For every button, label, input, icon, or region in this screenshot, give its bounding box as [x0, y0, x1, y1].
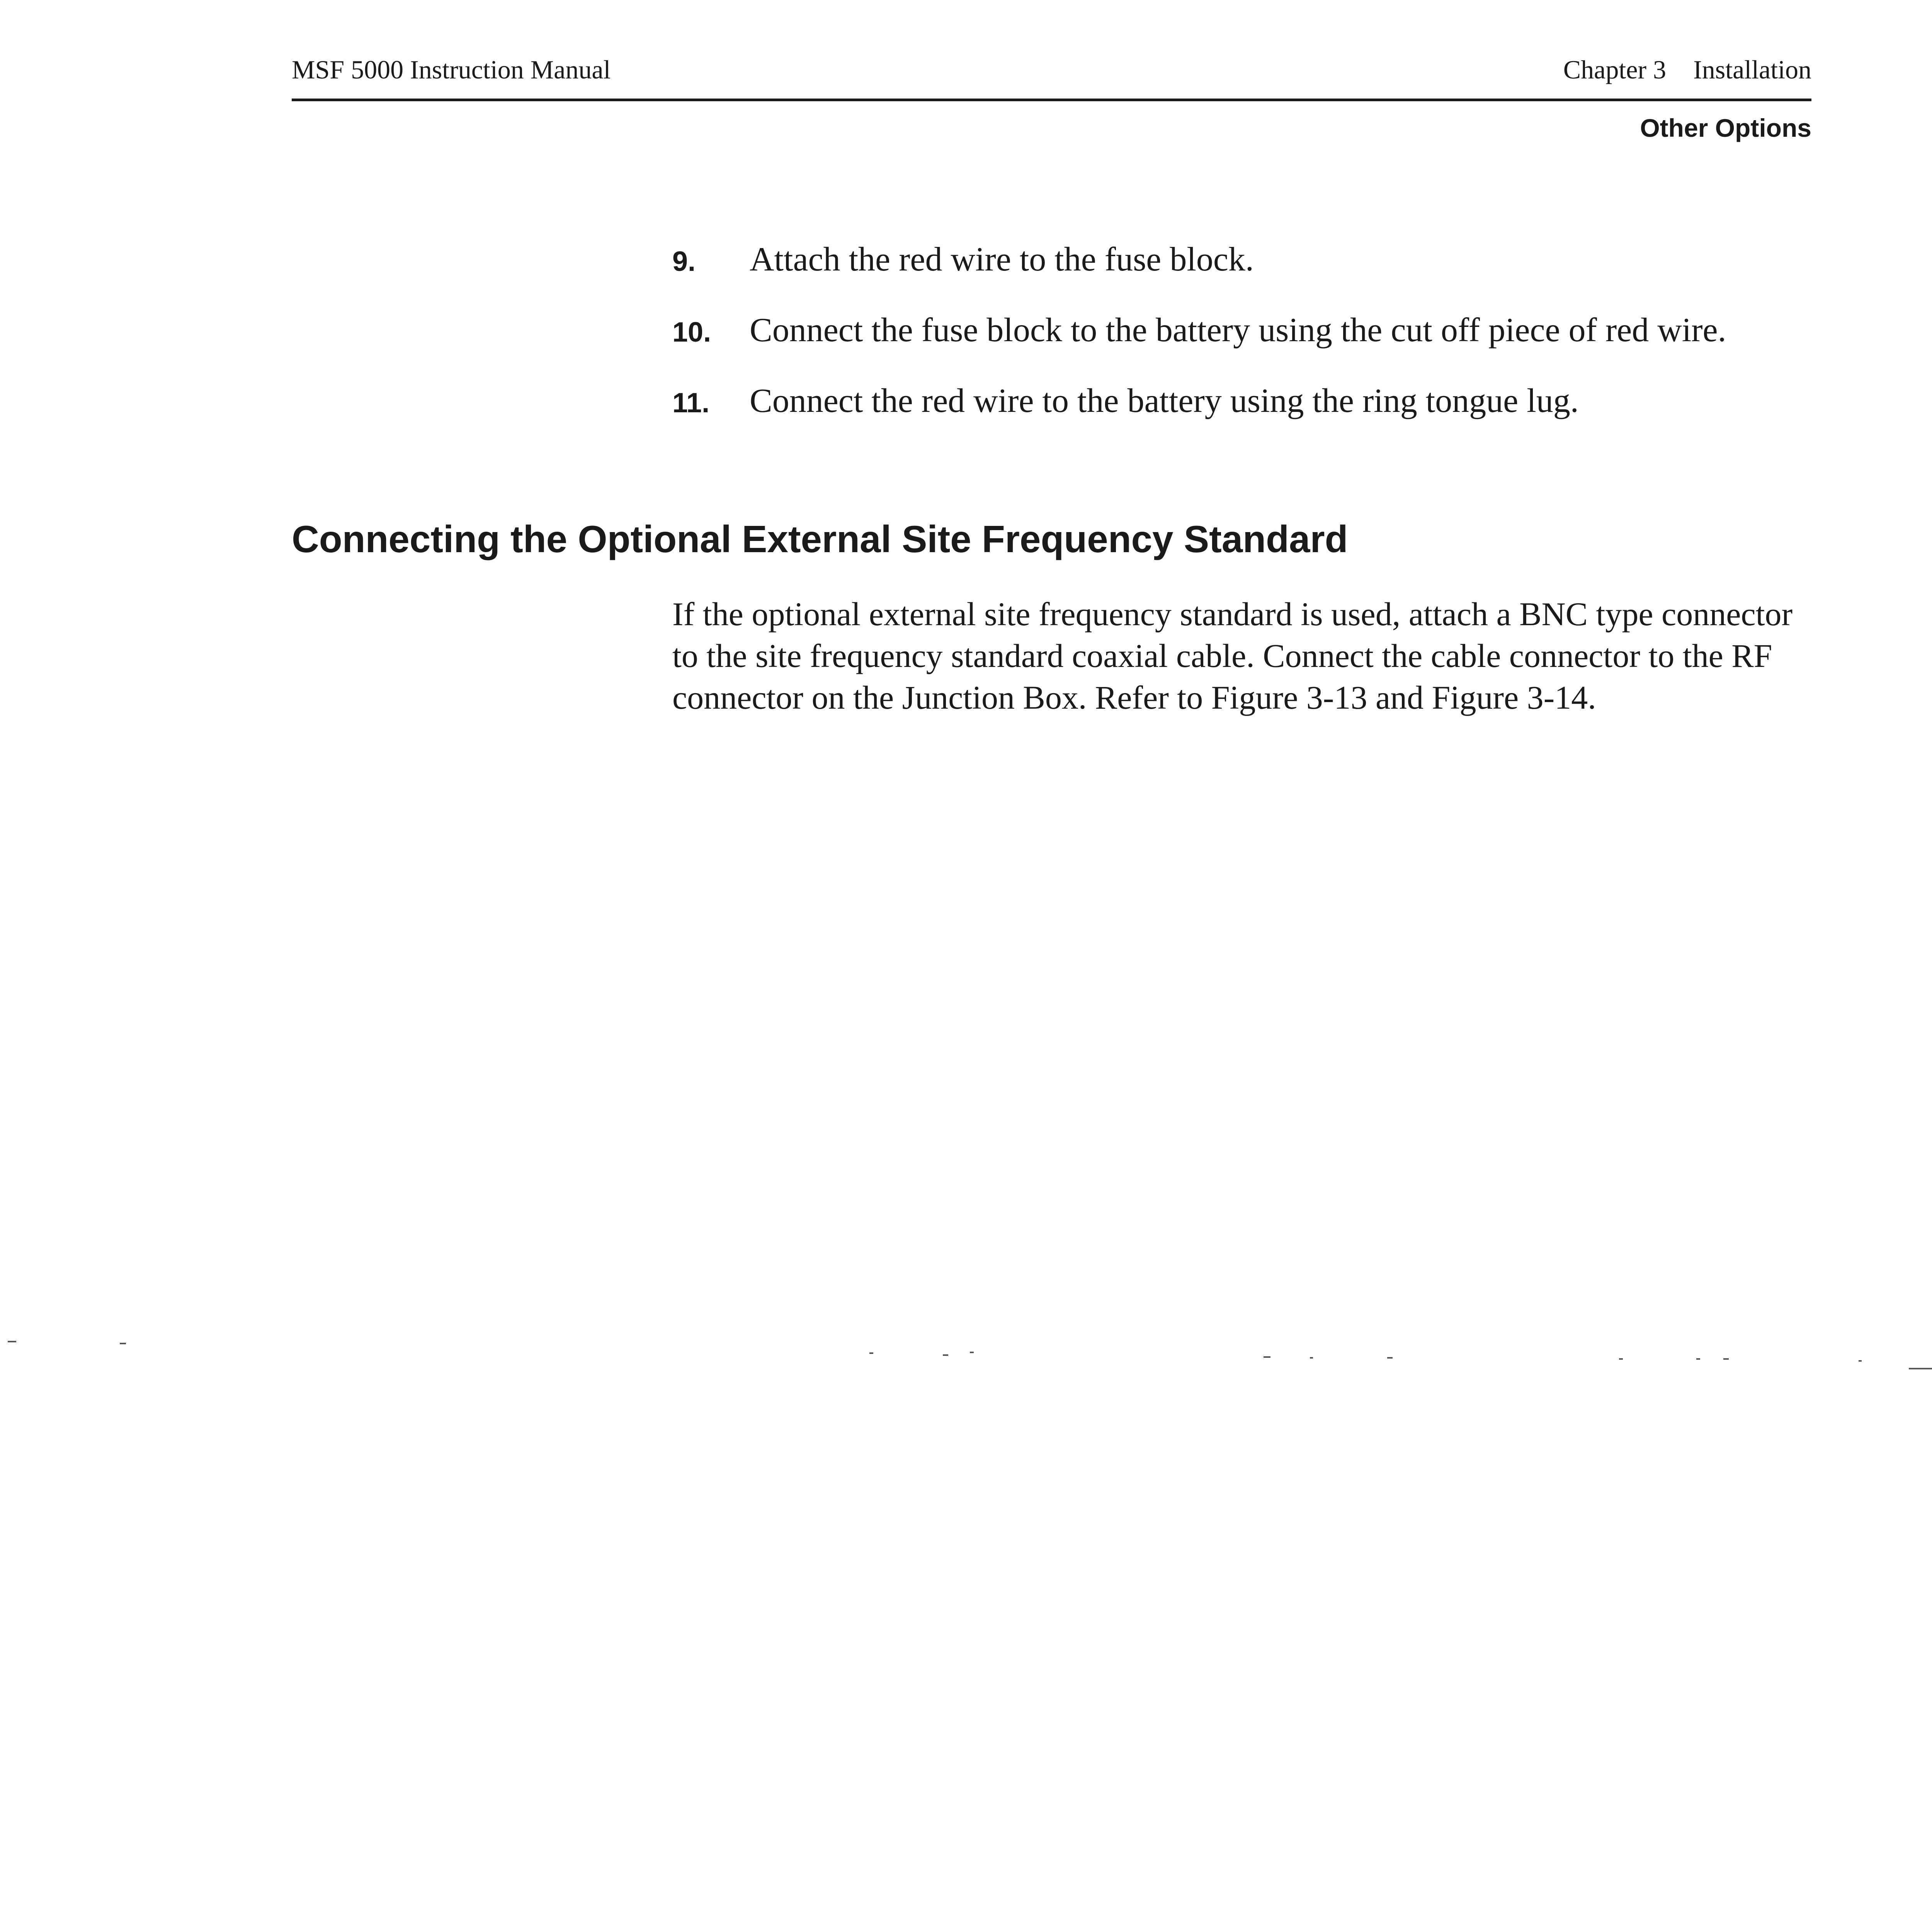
scan-speck: [1909, 1368, 1932, 1369]
step-text: Connect the red wire to the battery using the ring tongue lug.: [750, 382, 1579, 420]
scan-speck: [8, 1341, 16, 1342]
running-header-manual-title: MSF 5000 Instruction Manual: [292, 55, 611, 84]
scan-speck: [943, 1354, 948, 1356]
scan-speck: [1723, 1358, 1729, 1360]
scan-speck: [1696, 1358, 1700, 1360]
step-text: Attach the red wire to the fuse block.: [750, 241, 1254, 278]
running-header-chapter: [1563, 54, 1811, 85]
step-number: 10.: [672, 317, 711, 348]
chapter-number: Chapter 3: [1563, 55, 1667, 84]
header-rule: [292, 99, 1811, 101]
section-body-paragraph: If the optional external site frequency standard is used, attach a BNC type connector to the site frequency standard coaxial cable. Connect the cable connector to the RF connector on the Junction Box. Refer to Figure 3-13 and Figure 3-14.: [672, 595, 1793, 716]
scan-speck: [1264, 1356, 1270, 1358]
scan-speck: [970, 1352, 974, 1353]
scan-speck: [1310, 1357, 1313, 1359]
step-text: Connect the fuse block to the battery using the cut off piece of red wire.: [750, 311, 1726, 349]
scan-speck: [1387, 1357, 1393, 1359]
running-header-section: Other Options: [1640, 114, 1811, 142]
step-number: 9.: [672, 246, 696, 277]
scan-speck: [869, 1352, 873, 1354]
step-number: 11.: [672, 388, 710, 418]
scan-speck: [1859, 1360, 1862, 1362]
chapter-title: Installation: [1693, 55, 1811, 84]
section-heading: Connecting the Optional External Site Frequency Standard: [292, 518, 1348, 560]
scan-speck: [1619, 1358, 1623, 1360]
scan-speck: [120, 1343, 126, 1344]
